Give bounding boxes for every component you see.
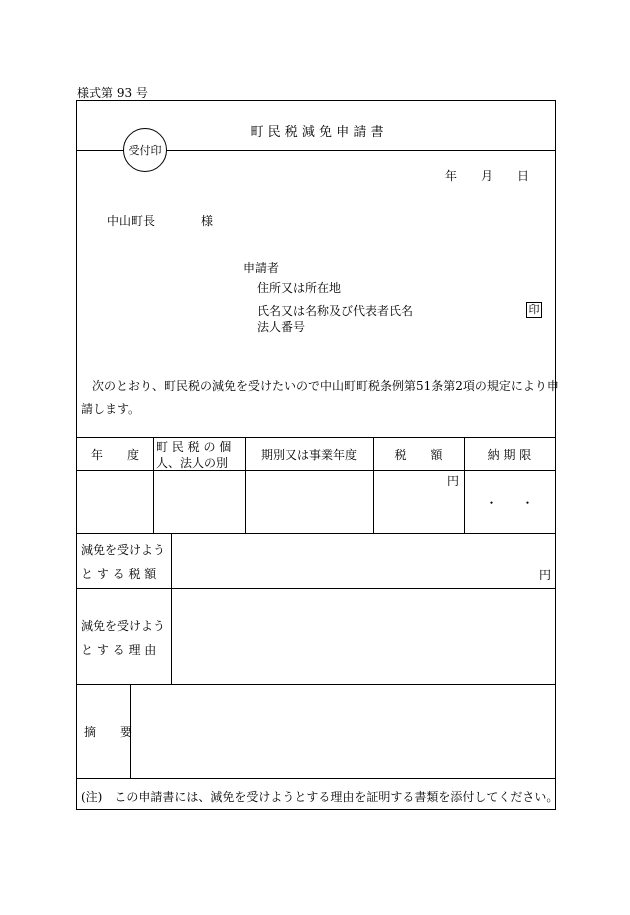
header-period: 期別又は事業年度 [260,448,357,462]
applicant-name-label: 氏名又は名称及び代表者氏名 [257,304,414,318]
table-header-border [77,470,555,471]
reception-stamp-label: 受付印 [128,144,162,157]
applicant-corp-number-label: 法人番号 [257,320,306,334]
body-text-line2: 請します。 [81,402,141,416]
date-month-label: 月 [481,169,494,183]
footnote: (注) この申請書には、減免を受けようとする理由を証明する書類を添付してください。 [81,790,559,804]
reduction-amount-bottom-border [77,588,555,589]
addressee-honorific: 様 [201,214,214,228]
tax-amount-yen-unit: 円 [447,474,460,488]
reason-divider [171,588,172,684]
reduction-amount-divider [171,533,172,588]
header-type-line2: 人、法人の別 [156,456,229,470]
reception-stamp [123,128,167,172]
header-due-date: 納 期 限 [487,448,532,462]
table-col-divider [153,437,154,533]
header-year: 年 度 [90,448,139,462]
table-bottom-border [77,533,555,534]
reason-label-line2: と す る 理 由 [81,643,157,657]
reduction-amount-label-line2: と す る 税 額 [81,567,157,581]
applicant-address-label: 住所又は所在地 [257,281,342,295]
header-type-line1: 町 民 税 の 個 [156,440,232,454]
date-day-label: 日 [517,169,530,183]
reason-label-line1: 減免を受けよう [81,619,166,633]
body-text-line1: 次のとおり、町民税の減免を受けたいので中山町町税条例第51条第2項の規定により申 [92,379,559,393]
seal-mark: 印 [526,302,542,318]
addressee-name: 中山町長 [107,214,156,228]
summary-bottom-border [77,778,555,779]
header-tax-amount: 税 額 [394,448,443,462]
table-top-border [77,437,555,438]
reduction-amount-label-line1: 減免を受けよう [81,543,166,557]
summary-label: 摘 要 [84,725,133,739]
reason-bottom-border [77,684,555,685]
tax-reduction-application-form [76,100,559,810]
date-year-label: 年 [445,169,458,183]
reduction-amount-yen-unit: 円 [539,568,552,582]
applicant-heading: 申請者 [243,261,280,275]
form-number: 様式第 93 号 [77,86,148,100]
due-date-dots: ・ ・ [485,496,534,510]
form-title: 町 民 税 減 免 申 請 書 [250,125,384,140]
